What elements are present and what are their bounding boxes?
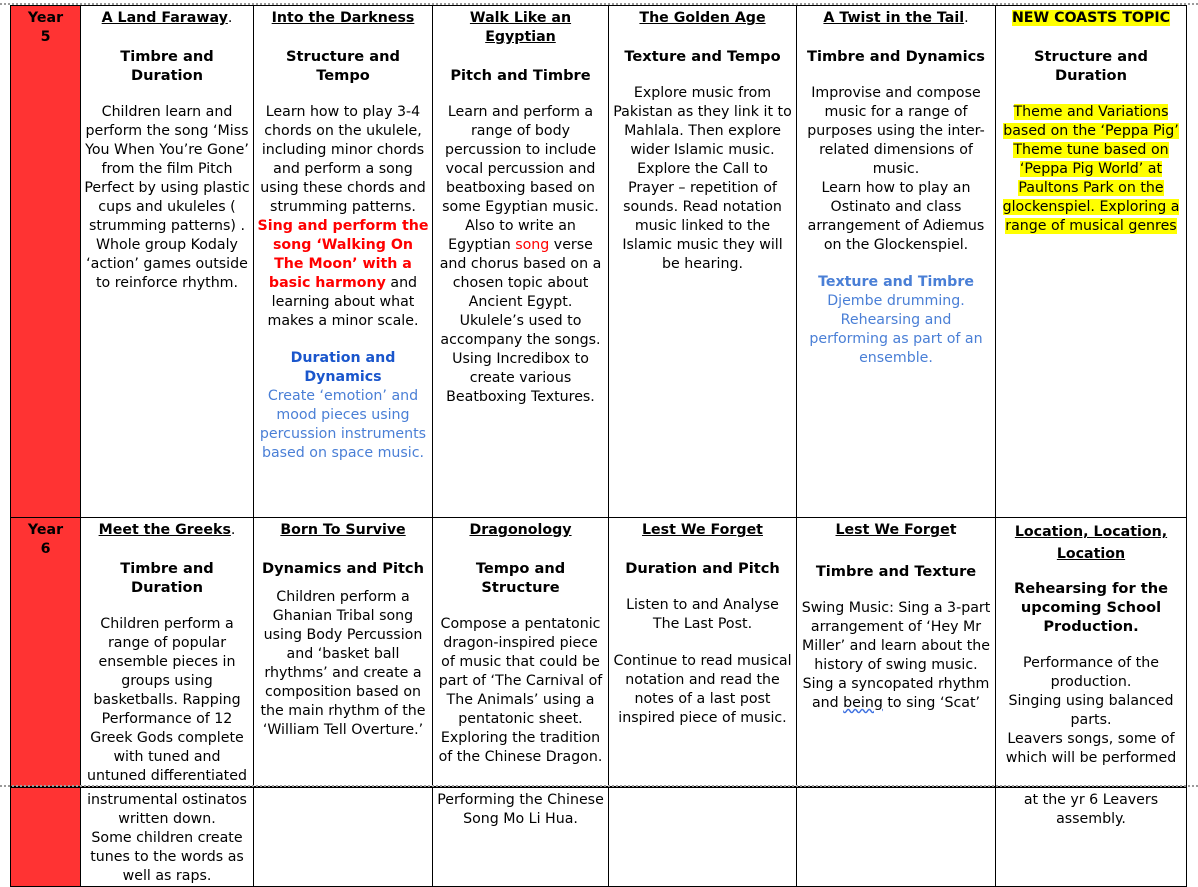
musical-dimensions: Duration and Pitch — [625, 560, 780, 577]
cell-body: Improvise and compose music for a range of purposes using the inter-related dimensions of music. — [807, 85, 985, 177]
y5-cell-a-twist-in-the-tail — [797, 6, 996, 518]
extra-heading: Texture and Timbre — [818, 274, 974, 290]
cell-body: Children perform a range of popular ensemble pieces in groups using basketballs. Rapping Performance of 12 Greek Gods complete with tuned and untuned differentiated — [87, 616, 247, 784]
cell-body: Compose a pentatonic dragon-inspired piece of music that could be part of ‘The Carnival of The Animals’ using a pentatonic sheet. Exploring the tradition of the Chinese Dragon. — [438, 616, 603, 765]
y6-cont-location — [996, 788, 1187, 887]
year-number: 5 — [40, 29, 51, 45]
topic-title: Lest We Forget — [642, 522, 763, 538]
musical-dimensions: Rehearsing for the upcoming School Production. — [1014, 580, 1168, 635]
y6-cont-lest-we-forget-1 — [609, 788, 797, 887]
cell-body-continued-2: Some children create tunes to the words as well as raps. — [90, 830, 244, 884]
topic-title: A Land Faraway — [101, 10, 228, 26]
cell-body-2: Continue to read musical notation and read the notes of a last post inspired piece of music. — [613, 653, 792, 726]
year-6-label — [11, 518, 81, 787]
topic-suffix: . — [230, 522, 236, 538]
body-text-after: and learning about what makes a minor scale. — [267, 275, 419, 329]
topic-title: The Golden Age — [639, 10, 766, 26]
extra-body: Create ‘emotion’ and mood pieces using percussion instruments based on space music. — [259, 388, 427, 461]
cell-body-continued: Performing the Chinese Song Mo Li Hua. — [437, 792, 604, 827]
body-text-after: verse and chorus based on a chosen topic about Ancient Egypt. Ukulele’s used to accompany the songs. Using Incredibox to create various Beatboxing Textures. — [439, 237, 602, 405]
topic-title: A Twist in the Tail — [823, 10, 965, 26]
year-6-continued-row — [11, 788, 1187, 887]
topic-title: Meet the Greeks — [98, 522, 231, 538]
topic-suffix: . — [964, 10, 969, 26]
cell-body: Explore music from Pakistan as they link it to Mahlala. Then explore wider Islamic music. Explore the Call to Prayer – repetition of sounds. Read notation music linked to the Islamic music they will be hearing. — [613, 85, 792, 272]
cell-body-2: Whole group Kodaly ‘action’ games outside to reinforce rhythm. — [86, 237, 248, 291]
year-5-row — [11, 6, 1187, 518]
extra-body: Djembe drumming. Rehearsing and performing as part of an ensemble. — [809, 293, 983, 366]
body-text: Learn and perform a range of body percussion to include vocal percussion and beatboxing based on some Egyptian music. Also to write an Egyptian — [442, 104, 599, 253]
musical-dimensions: Timbre and Duration — [120, 560, 214, 596]
cell-body-3: Leavers songs, some of which will be performed — [1005, 731, 1177, 766]
topic-title: Lest We Forge — [835, 522, 950, 538]
musical-dimensions: Timbre and Duration — [120, 48, 214, 84]
year-word: Year — [27, 522, 64, 538]
year-5-label — [11, 6, 81, 518]
highlight-text: Sing and perform the song ‘Walking On The Moon’ with a basic harmony — [257, 218, 429, 291]
cell-body — [436, 103, 605, 407]
y6-cell-meet-the-greeks — [81, 518, 254, 787]
year-number: 6 — [40, 541, 51, 557]
body-text-after: to sing ‘Scat’ — [887, 695, 981, 711]
y6-cont-lest-we-forget-2 — [797, 788, 996, 887]
cell-body-continued: at the yr 6 Leavers assembly. — [1023, 792, 1159, 827]
musical-dimensions: Texture and Tempo — [624, 48, 781, 65]
topic-suffix: t — [949, 522, 957, 538]
topic-title: Born To Survive — [280, 522, 406, 538]
topic-title: Location, Location, Location — [1014, 524, 1168, 562]
y5-cell-a-land-faraway — [81, 6, 254, 518]
y5-cell-into-the-darkness — [254, 6, 433, 518]
topic-title: Dragonology — [469, 522, 572, 538]
musical-dimensions: Timbre and Dynamics — [807, 48, 985, 65]
cell-body: Performance of the production. — [1023, 655, 1159, 690]
musical-dimensions: Tempo and Structure — [475, 560, 566, 596]
body-text: Learn how to play 3-4 chords on the ukulele, including minor chords and perform a song using these chords and strumming patterns. — [260, 104, 426, 215]
body-text: Swing Music: Sing a 3-part arrangement of ‘Hey Mr Miller’ and learn about the history of swing music. Sing a syncopated rhythm and — [801, 600, 991, 711]
year-word: Year — [27, 10, 64, 26]
cell-body: Listen to and Analyse The Last Post. — [626, 597, 779, 632]
cell-body — [999, 103, 1183, 236]
y5-cell-new-coasts-topic — [996, 6, 1187, 518]
cell-body — [800, 599, 992, 713]
cell-body: Children perform a Ghanian Tribal song using Body Percussion and ‘basket ball rhythms’ and create a composition based on the main rhythm of the ‘William Tell Overture.’ — [260, 589, 426, 738]
musical-dimensions: Structure and Tempo — [286, 48, 400, 84]
y6-cont-meet-the-greeks — [81, 788, 254, 887]
year-6-label-continued — [11, 788, 81, 887]
y6-cell-lest-we-forget-2 — [797, 518, 996, 787]
spellcheck-flagged-word[interactable]: being — [843, 695, 883, 711]
y5-cell-walk-like-an-egyptian — [433, 6, 609, 518]
cell-body: Children learn and perform the song ‘Miss You When You’re Gone’ from the film Pitch Perfect by using plastic cups and ukuleles ( strumming patterns) . — [84, 104, 250, 234]
y6-cont-dragonology — [433, 788, 609, 887]
topic-suffix: . — [227, 10, 233, 26]
music-curriculum-table-continued — [10, 787, 1187, 887]
musical-dimensions: Structure and Duration — [1034, 48, 1148, 84]
musical-dimensions: Pitch and Timbre — [450, 67, 591, 84]
cell-body-2: Learn how to play an Ostinato and class arrangement of Adiemus on the Glockenspiel. — [807, 180, 985, 253]
extra-heading: Duration and Dynamics — [290, 350, 396, 385]
year-6-row — [11, 518, 1187, 787]
musical-dimensions: Dynamics and Pitch — [262, 560, 424, 577]
cell-body-2: Singing using balanced parts. — [1008, 693, 1174, 728]
y6-cell-location-location-location — [996, 518, 1187, 787]
cell-body — [257, 103, 429, 331]
music-curriculum-table — [10, 5, 1187, 787]
y6-cell-born-to-survive — [254, 518, 433, 787]
highlight-text: song — [515, 237, 550, 253]
topic-title: Walk Like an Egyptian — [469, 10, 572, 45]
y6-cell-dragonology — [433, 518, 609, 787]
highlighted-body-text: Theme and Variations based on the ‘Peppa Pig’ Theme tune based on ‘Peppa Pig World’ at Paultons Park on the glockenspiel. Exploring a range of musical genres — [1002, 104, 1180, 234]
y6-cont-born-to-survive — [254, 788, 433, 887]
cell-body-continued: instrumental ostinatos written down. — [87, 792, 247, 827]
topic-title: NEW COASTS TOPIC — [1011, 10, 1171, 26]
topic-title: Into the Darkness — [271, 10, 415, 26]
y6-cell-lest-we-forget-1 — [609, 518, 797, 787]
y5-cell-the-golden-age — [609, 6, 797, 518]
musical-dimensions: Timbre and Texture — [815, 563, 977, 580]
